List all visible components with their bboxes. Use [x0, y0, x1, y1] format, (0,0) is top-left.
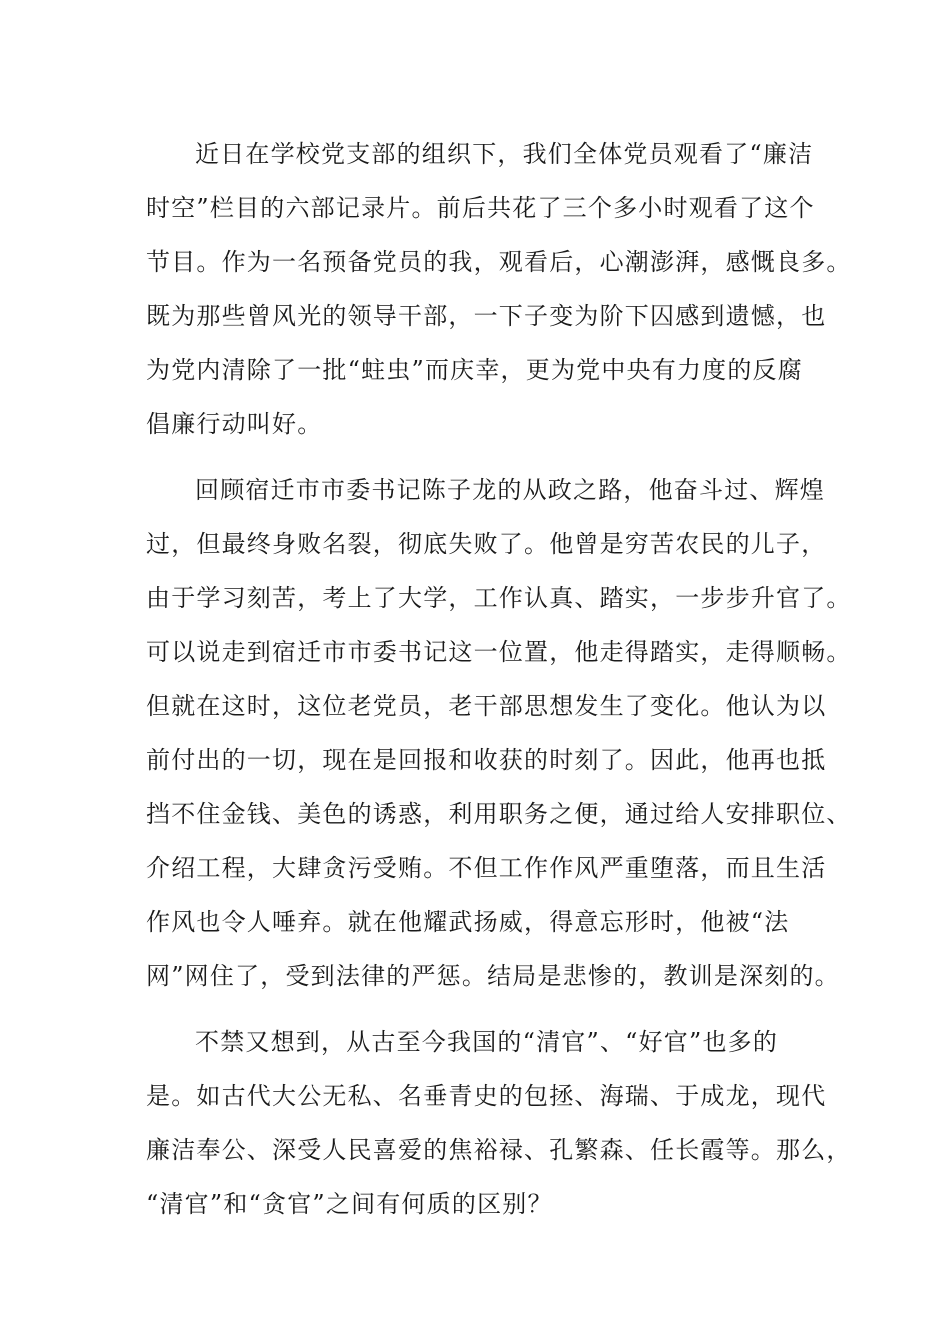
text-line: 为党内清除了一批“蛀虫”而庆幸，更为党中央有力度的反腐 — [146, 356, 803, 384]
text-line: 介绍工程，大肆贪污受贿。不但工作作风严重堕落，而且生活 — [146, 854, 827, 882]
text-line: 过，但最终身败名裂，彻底失败了。他曾是穷苦农民的儿子， — [146, 530, 827, 558]
text-line: 倡廉行动叫好。 — [146, 410, 323, 438]
text-line: 网”网住了，受到法律的严惩。结局是悲惨的，教训是深刻的。 — [146, 962, 840, 990]
paragraph-2 — [146, 463, 852, 1003]
text-line: 时空”栏目的六部记录片。前后共花了三个多小时观看了这个 — [146, 194, 815, 222]
text-line: 但就在这时，这位老党员，老干部思想发生了变化。他认为以 — [146, 692, 827, 720]
text-line: 节目。作为一名预备党员的我，观看后，心潮澎湃，感慨良多。 — [146, 248, 852, 276]
text-line: 不禁又想到，从古至今我国的“清官”、“好官”也多的 — [195, 1028, 779, 1056]
paragraph-1 — [146, 127, 852, 451]
document-body — [146, 127, 852, 1231]
text-line: 既为那些曾风光的领导干部，一下子变为阶下囚感到遗憾，也 — [146, 302, 827, 330]
text-line: 回顾宿迁市市委书记陈子龙的从政之路，他奋斗过、辉煌 — [195, 476, 825, 504]
text-line: 作风也令人唾弃。就在他耀武扬威，得意忘形时，他被“法 — [146, 908, 790, 936]
paragraph-spacing — [146, 1003, 806, 1015]
text-line: 前付出的一切，现在是回报和收获的时刻了。因此，他再也抵 — [146, 746, 827, 774]
text-line: 廉洁奉公、深受人民喜爱的焦裕禄、孔繁森、任长霞等。那么， — [146, 1136, 852, 1164]
text-line: 挡不住金钱、美色的诱惑，利用职务之便，通过给人安排职位、 — [146, 800, 852, 828]
paragraph-3 — [146, 1015, 852, 1231]
text-line: 由于学习刻苦，考上了大学，工作认真、踏实，一步步升官了。 — [146, 584, 852, 612]
text-line: 可以说走到宿迁市市委书记这一位置，他走得踏实，走得顺畅。 — [146, 638, 852, 666]
text-line: 是。如古代大公无私、名垂青史的包拯、海瑞、于成龙，现代 — [146, 1082, 827, 1110]
text-line: “清官”和“贪官”之间有何质的区别？ — [146, 1190, 553, 1218]
text-line: 近日在学校党支部的组织下，我们全体党员观看了“廉洁 — [195, 140, 814, 168]
paragraph-spacing — [146, 451, 806, 463]
